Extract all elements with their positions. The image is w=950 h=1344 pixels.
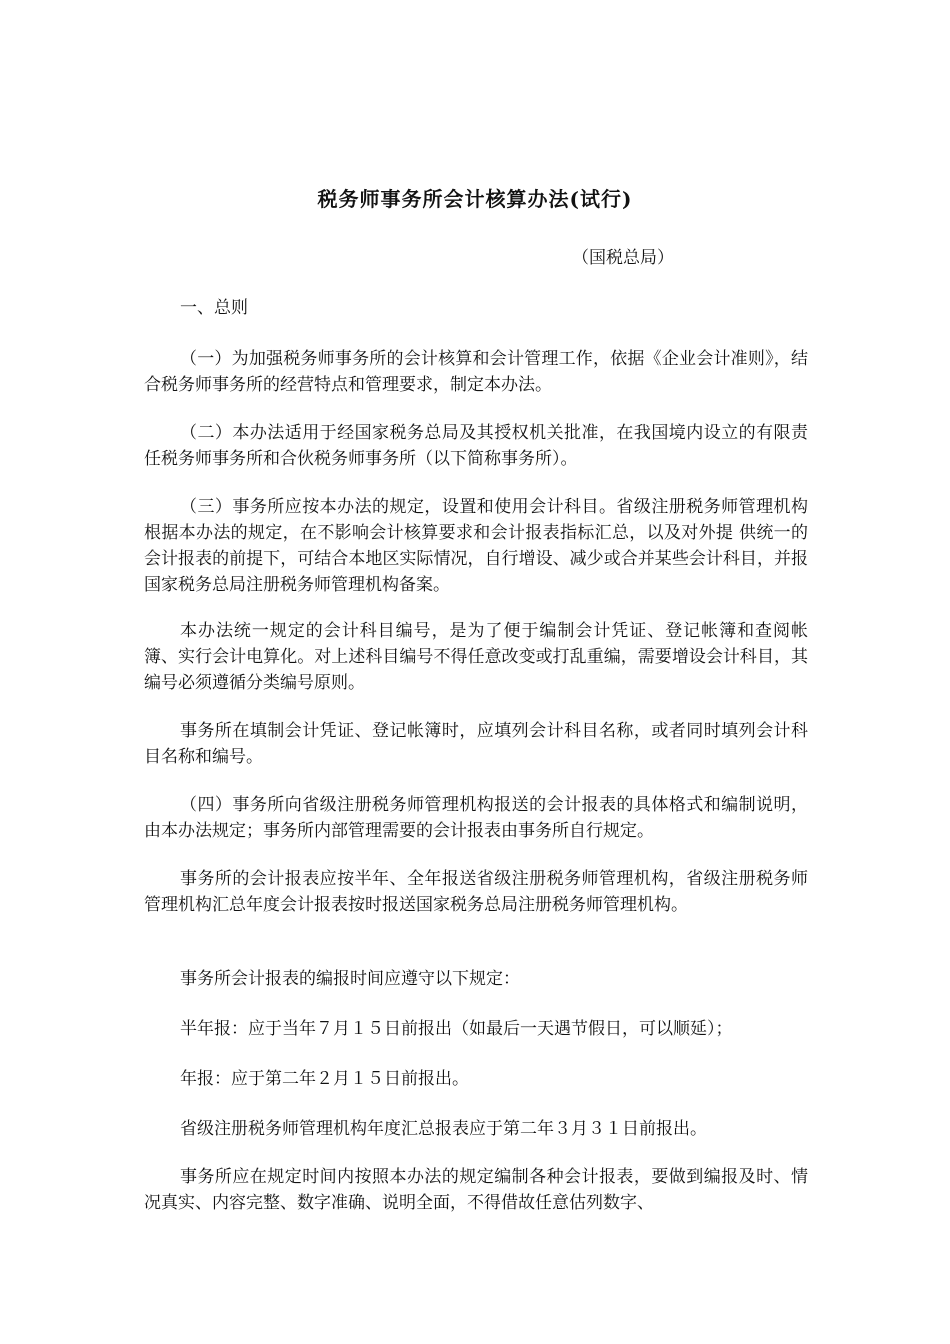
paragraph: 年报：应于第二年２月１５日前报出。 <box>180 1069 469 1089</box>
paragraph: （四）事务所向省级注册税务师管理机构报送的会计报表的具体格式和编制说明，由本办法规定；事务所内部管理需要的会计报表由事务所自行规定。 <box>144 795 808 841</box>
document-source: （国税总局） <box>572 248 674 268</box>
document-title: 税务师事务所会计核算办法(试行) <box>317 187 633 211</box>
paragraph: 本办法统一规定的会计科目编号，是为了便于编制会计凭证、登记帐簿和查阅帐簿、实行会计电算化。对上述科目编号不得任意改变或打乱重编，需要增设会计科目，其编号必须遵循分类编号原则。 <box>144 621 808 693</box>
paragraph: 事务所会计报表的编报时间应遵守以下规定： <box>180 969 520 989</box>
section-heading: 一、总则 <box>180 298 248 318</box>
paragraph: （二）本办法适用于经国家税务总局及其授权机关批准，在我国境内设立的有限责任税务师事务所和合伙税务师事务所（以下简称事务所）。 <box>144 423 808 469</box>
paragraph: （一）为加强税务师事务所的会计核算和会计管理工作，依据《企业会计准则》，结合税务师事务所的经营特点和管理要求，制定本办法。 <box>144 349 808 395</box>
paragraph: 事务所应在规定时间内按照本办法的规定编制各种会计报表，要做到编报及时、情况真实、内容完整、数字准确、说明全面，不得借故任意估列数字、 <box>144 1167 808 1213</box>
paragraph: 事务所的会计报表应按半年、全年报送省级注册税务师管理机构，省级注册税务师管理机构汇总年度会计报表按时报送国家税务总局注册税务师管理机构。 <box>144 869 808 915</box>
paragraph: （三）事务所应按本办法的规定，设置和使用会计科目。省级注册税务师管理机构根据本办法的规定，在不影响会计核算要求和会计报表指标汇总，以及对外提 供统一的会计报表的前提下，可结合本地区实际情况，自行增设、减少或合并某些会计科目，并报国家税务总局注册税务师管理机构备案。 <box>144 497 808 595</box>
paragraph: 事务所在填制会计凭证、登记帐簿时，应填列会计科目名称，或者同时填列会计科目名称和编号。 <box>144 721 808 767</box>
paragraph: 省级注册税务师管理机构年度汇总报表应于第二年３月３１日前报出。 <box>180 1119 707 1139</box>
paragraph: 半年报：应于当年７月１５日前报出（如最后一天遇节假日，可以顺延）； <box>180 1019 733 1039</box>
